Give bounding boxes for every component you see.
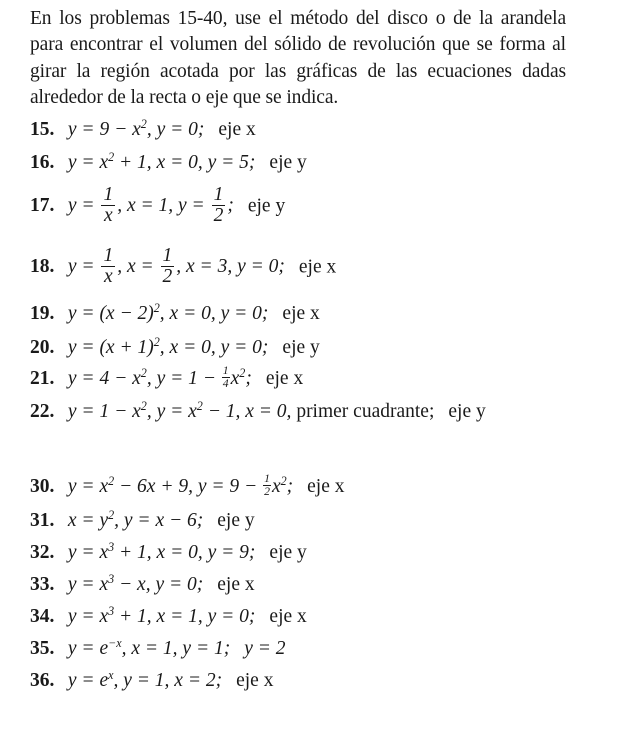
problem-number: 35.: [30, 638, 55, 659]
problem-equations: $y = x^2 + 1$, x = 0, y = 5;: [67, 150, 256, 173]
problem-equations: $y = (x - 2)^2$, x = 0, y = 0;: [67, 301, 269, 324]
problem-axis: eje x: [265, 368, 304, 389]
problem-axis: eje x: [217, 574, 255, 595]
problem-equations: y = $\frac{1}{x}$ , x = 1, y = $\frac{1}{2}$ ;: [67, 184, 234, 227]
problem-36: [30, 669, 273, 692]
problem-axis: eje y: [282, 337, 320, 358]
problem-32: [30, 541, 307, 564]
problem-extra: primer cuadrante;: [296, 401, 435, 422]
problem-axis: y = 2: [244, 638, 286, 659]
problem-31: [30, 509, 255, 532]
problem-equations: $y = x^3 + 1$, x = 1, y = 0;: [67, 604, 256, 627]
problem-axis: eje y: [269, 542, 307, 563]
problem-number: 21.: [30, 368, 55, 389]
problem-axis: eje y: [448, 401, 486, 422]
problem-axis: eje x: [307, 476, 345, 497]
problem-equations: y = $\frac{1}{x}$ , x = $\frac{1}{2}$ , x = 3, y = 0;: [67, 245, 285, 288]
problem-equations: $y = e^x$, y = 1, x = 2;: [67, 668, 223, 691]
problem-equations: $y = 4 - x^2$, y = 1 − $\frac{1}{4}$ $x^2$;: [67, 364, 252, 391]
problem-equations: $y = (x + 1)^2$, x = 0, y = 0;: [67, 335, 269, 358]
problem-equations: $y = x^2 - 6x + 9$, y = 9 − $\frac{1}{2}$ $x^2$;: [67, 472, 294, 499]
problem-number: 15.: [30, 119, 55, 140]
problem-number: 22.: [30, 401, 55, 422]
problem-19: [30, 302, 320, 325]
problem-equations: $y = 1 - x^2$, $y = x^2 - 1$, x = 0,: [67, 399, 292, 422]
problem-axis: eje y: [217, 510, 255, 531]
problem-axis: eje x: [269, 606, 307, 627]
problem-number: 20.: [30, 337, 55, 358]
problem-number: 33.: [30, 574, 55, 595]
problem-15: [30, 118, 256, 141]
problem-number: 32.: [30, 542, 55, 563]
problem-number: 18.: [30, 256, 55, 278]
problem-axis: eje x: [282, 303, 320, 324]
problem-21: [30, 364, 304, 392]
problem-number: 30.: [30, 476, 55, 497]
problem-axis: eje y: [269, 152, 307, 173]
problem-equations: $y = e^{-x}$, x = 1, y = 1;: [67, 636, 231, 659]
problem-equations: $x = y^2$, y = x − 6;: [67, 508, 204, 531]
problem-axis: eje x: [218, 119, 256, 140]
problem-axis: eje y: [247, 195, 286, 217]
problem-number: 17.: [30, 195, 55, 217]
problem-34: [30, 605, 307, 628]
problem-number: 31.: [30, 510, 55, 531]
problem-22: [30, 400, 486, 423]
problem-axis: eje x: [298, 256, 337, 278]
problem-17: [30, 186, 285, 228]
problem-35: [30, 637, 286, 660]
problem-number: 36.: [30, 670, 55, 691]
problem-16: [30, 151, 307, 174]
problem-number: 34.: [30, 606, 55, 627]
problem-number: 16.: [30, 152, 55, 173]
problem-equations: $y = x^3 + 1$, x = 0, y = 9;: [67, 540, 256, 563]
problem-18: [30, 247, 336, 289]
problem-33: [30, 573, 255, 596]
instructions-paragraph: En los problemas 15-40, use el método del disco o de la arandela para encontrar el volumen del sólido de revolución que se forma al girar la región acotada por las gráficas de las ecuaciones dadas alrededor de la recta o eje que se indica.: [30, 8, 566, 108]
problem-axis: eje x: [236, 670, 274, 691]
problem-number: 19.: [30, 303, 55, 324]
problem-equations: $y = x^3 - x$, y = 0;: [67, 572, 204, 595]
problem-30: [30, 472, 345, 500]
problem-20: [30, 336, 320, 359]
problem-equations: $y = 9 - x^2$, y = 0;: [67, 117, 205, 140]
